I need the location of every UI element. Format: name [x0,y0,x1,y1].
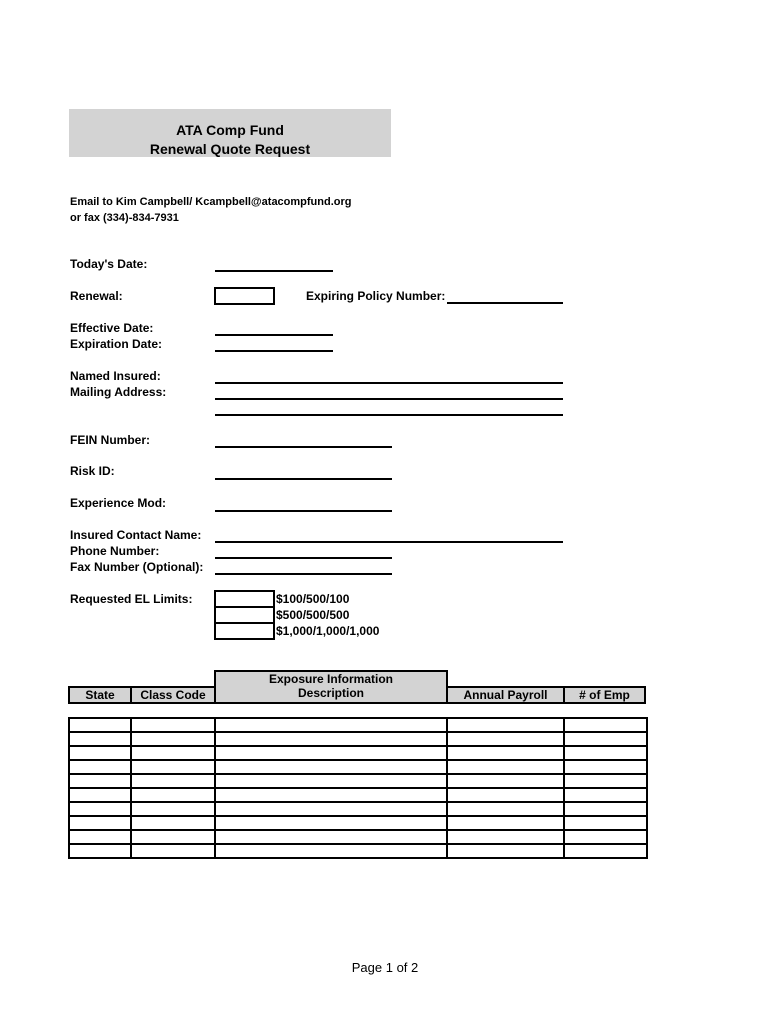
cell-description[interactable] [215,718,447,732]
fein-label: FEIN Number: [70,433,151,447]
cell-class-code[interactable] [131,732,215,746]
mailing-address-field-2[interactable] [215,414,563,416]
exposure-section-header: Exposure Information [214,670,448,688]
cell-annual-payroll[interactable] [447,774,564,788]
cell-annual-payroll[interactable] [447,816,564,830]
cell-annual-payroll[interactable] [447,844,564,858]
table-row [69,802,647,816]
cell-description[interactable] [215,844,447,858]
cell-class-code[interactable] [131,746,215,760]
cell-annual-payroll[interactable] [447,788,564,802]
cell-num-emp[interactable] [564,816,647,830]
form-title-box [69,109,391,157]
cell-class-code[interactable] [131,816,215,830]
table-row [69,760,647,774]
todays-date-field[interactable] [215,270,333,272]
cell-annual-payroll[interactable] [447,718,564,732]
renewal-label: Renewal: [70,289,123,303]
cell-class-code[interactable] [131,718,215,732]
expiring-policy-field[interactable] [447,302,563,304]
cell-class-code[interactable] [131,802,215,816]
exposure-table [68,717,648,859]
expiring-policy-label: Expiring Policy Number: [306,289,446,303]
cell-annual-payroll[interactable] [447,760,564,774]
table-row [69,830,647,844]
cell-num-emp[interactable] [564,788,647,802]
cell-state[interactable] [69,760,131,774]
cell-class-code[interactable] [131,830,215,844]
cell-state[interactable] [69,718,131,732]
cell-num-emp[interactable] [564,746,647,760]
cell-num-emp[interactable] [564,718,647,732]
cell-state[interactable] [69,816,131,830]
col-header-annual-payroll: Annual Payroll [446,686,565,704]
cell-annual-payroll[interactable] [447,802,564,816]
phone-label: Phone Number: [70,544,160,558]
named-insured-label: Named Insured: [70,369,161,383]
mailing-address-field-1[interactable] [215,398,563,400]
cell-state[interactable] [69,788,131,802]
expiration-date-field[interactable] [215,350,333,352]
cell-description[interactable] [215,732,447,746]
contact-name-field[interactable] [215,541,563,543]
cell-class-code[interactable] [131,760,215,774]
cell-num-emp[interactable] [564,830,647,844]
phone-field[interactable] [215,557,392,559]
form-subtitle: Renewal Quote Request [149,141,311,157]
col-header-num-emp: # of Emp [563,686,646,704]
email-instruction: Email to Kim Campbell/ Kcampbell@atacompfund.org [70,196,352,208]
page-number: Page 1 of 2 [351,960,419,975]
fax-instruction: or fax (334)-834-7931 [70,212,179,224]
cell-description[interactable] [215,774,447,788]
expiration-date-label: Expiration Date: [70,337,163,351]
table-row [69,816,647,830]
cell-class-code[interactable] [131,788,215,802]
cell-annual-payroll[interactable] [447,830,564,844]
fax-optional-label: Fax Number (Optional): [70,560,204,574]
cell-state[interactable] [69,802,131,816]
cell-class-code[interactable] [131,774,215,788]
col-header-state: State [68,686,132,704]
todays-date-label: Today's Date: [70,257,148,271]
effective-date-label: Effective Date: [70,321,154,335]
effective-date-field[interactable] [215,334,333,336]
cell-state[interactable] [69,746,131,760]
fein-field[interactable] [215,446,392,448]
named-insured-field[interactable] [215,382,563,384]
cell-description[interactable] [215,830,447,844]
experience-mod-field[interactable] [215,510,392,512]
cell-num-emp[interactable] [564,802,647,816]
risk-id-field[interactable] [215,478,392,480]
table-row [69,732,647,746]
cell-state[interactable] [69,844,131,858]
fax-field[interactable] [215,573,392,575]
table-row [69,844,647,858]
cell-description[interactable] [215,788,447,802]
el-option-1-label: $100/500/100 [276,592,350,606]
cell-state[interactable] [69,830,131,844]
el-option-3-label: $1,000/1,000/1,000 [276,624,380,638]
cell-description[interactable] [215,816,447,830]
form-title: ATA Comp Fund [176,122,284,138]
cell-num-emp[interactable] [564,844,647,858]
cell-num-emp[interactable] [564,732,647,746]
table-row [69,746,647,760]
cell-description[interactable] [215,760,447,774]
cell-class-code[interactable] [131,844,215,858]
table-row [69,788,647,802]
table-row [69,774,647,788]
mailing-address-label: Mailing Address: [70,385,167,399]
cell-num-emp[interactable] [564,760,647,774]
risk-id-label: Risk ID: [70,464,115,478]
cell-description[interactable] [215,746,447,760]
renewal-checkbox[interactable] [214,287,275,305]
cell-annual-payroll[interactable] [447,746,564,760]
experience-mod-label: Experience Mod: [70,496,167,510]
el-option-2-label: $500/500/500 [276,608,350,622]
cell-num-emp[interactable] [564,774,647,788]
el-option-3-checkbox[interactable] [214,622,275,640]
col-header-class-code: Class Code [130,686,216,704]
contact-name-label: Insured Contact Name: [70,528,202,542]
cell-state[interactable] [69,774,131,788]
el-limits-label: Requested EL Limits: [70,592,193,606]
cell-description[interactable] [215,802,447,816]
table-row [69,718,647,732]
cell-state[interactable] [69,732,131,746]
col-header-description: Description [214,686,448,704]
cell-annual-payroll[interactable] [447,732,564,746]
